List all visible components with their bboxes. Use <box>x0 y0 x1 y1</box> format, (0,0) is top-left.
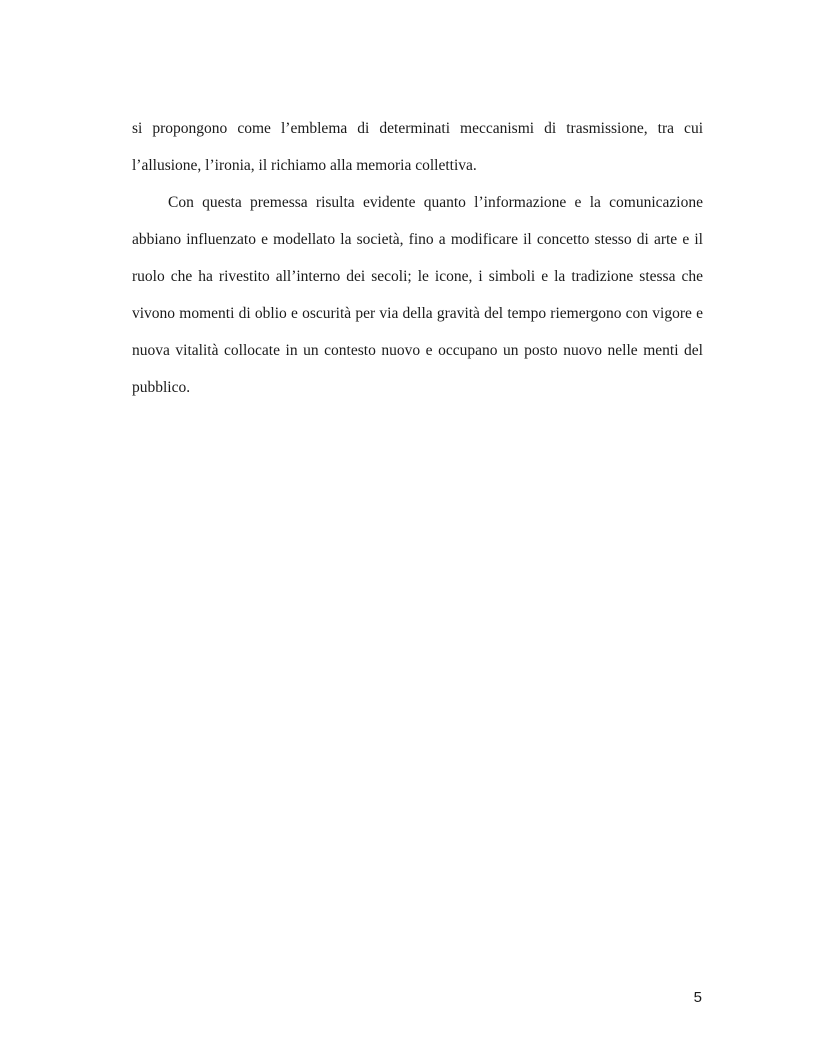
paragraph-premise: Con questa premessa risulta evidente quanto l’informazione e la comunicazione abbiano influenzato e modellato la società, fino a modificare il concetto stesso di arte e il ruolo che ha rivestito all’interno dei secoli; le icone, i simboli e la tradizione stessa che vivono momenti di oblio e oscurità per via della gravità del tempo riemergono con vigore e nuova vitalità collocate in un contesto nuovo e occupano un posto nuovo nelle menti del pubblico. <box>132 194 703 396</box>
body-text <box>132 110 703 406</box>
page-number: 5 <box>693 989 702 1006</box>
paragraph-continuation: si propongono come l’emblema di determinati meccanismi di trasmissione, tra cui l’allusione, l’ironia, il richiamo alla memoria collettiva. <box>132 120 703 174</box>
